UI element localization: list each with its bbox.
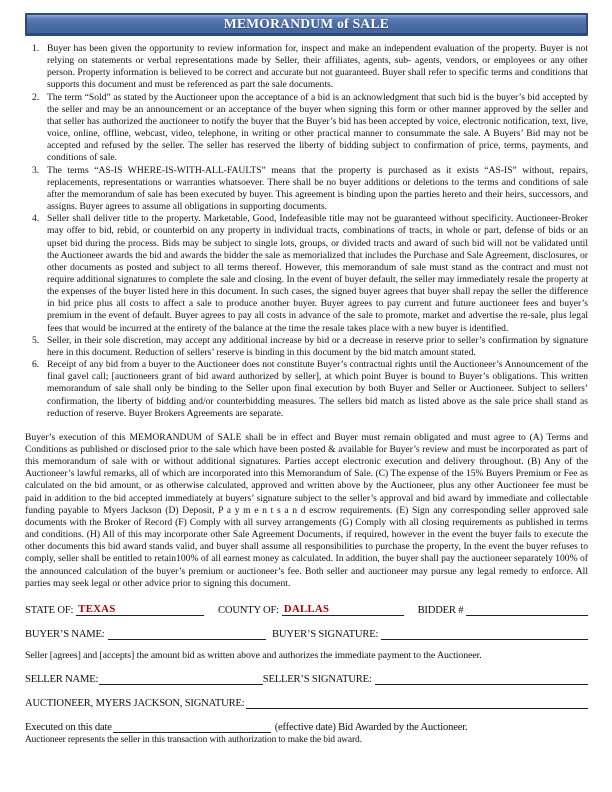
term-text: Receipt of any bid from a buyer to the Auctioneer does not constitute Buyer’s contractual rights until the Auctioneer’s Announcement of the final gavel call; [auctioneers grant of bid award authorized by seller], at which point Buyer is bound to Buyer’s obligations. This written memorandum of sale shall only be binding to the Seller upon final execution by both Buyer and Seller or Auctioneer. Subject to sellers’ confirmation, the liberty of bidding and/or counterbidding measures. The sellers bid match as listed above as the sale price shall stand as reduction of reserve. Buyer Brokers Agreements are separate.: [47, 359, 588, 419]
seller-signature-label: SELLER’S SIGNATURE:: [262, 673, 372, 685]
term-number: 5.: [32, 334, 40, 346]
seller-signature-field[interactable]: [375, 672, 588, 685]
buyer-name-field[interactable]: [108, 627, 267, 640]
title-banner: [25, 13, 588, 36]
executed-date-label: Executed on this date: [25, 721, 112, 733]
executed-date-row: [25, 720, 588, 733]
term-text: The term “Sold” as stated by the Auctioneer upon the acceptance of a bid is an acknowledgment that such bid is the buyer’s bid accepted by the seller and may be an announcement or an acceptance of the buyer when signing this form or other manner approved by the seller and that seller has authorized the auctioneer to notify the buyer that the Buyer’s bid has been accepted by voice, electronic notification, text, live, voice, online, offline, webcast, video, telephone, in writing or other practical manner to consummate the sale. A Buyers’ Bid may not be accepted and refused by the seller. The seller has reserved the liberty of bidding subject to confirmation of price, terms, payments, and conditions of sale.: [47, 91, 588, 164]
state-of-label: STATE OF:: [25, 604, 74, 616]
term-item-3: [25, 165, 588, 214]
term-number: 3.: [32, 164, 40, 176]
seller-row: [25, 672, 588, 685]
county-of-label: COUNTY OF:: [218, 604, 279, 616]
seller-name-label: SELLER NAME:: [25, 673, 99, 685]
buyer-name-label: BUYER’S NAME:: [25, 628, 105, 640]
term-item-6: [25, 359, 588, 420]
terms-list: [25, 43, 588, 420]
term-item-5: [25, 335, 588, 359]
buyer-row: [25, 627, 588, 640]
term-number: 4.: [32, 213, 40, 225]
seller-acknowledgment: Seller [agrees] and [accepts] the amount bid as written above and authorizes the immediate payment to the Auctioneer.: [25, 649, 482, 661]
seller-name-field[interactable]: [99, 672, 263, 685]
state-value: TEXAS: [78, 603, 116, 615]
buyer-signature-field[interactable]: [381, 627, 588, 640]
signature-block: [25, 603, 588, 745]
effective-date-note: (effective date) Bid Awarded by the Auctioneer.: [274, 721, 468, 733]
county-field[interactable]: [282, 603, 404, 616]
term-text: Buyer has been given the opportunity to review information for, inspect and make an independent evaluation of the property. Buyer is not relying on statements or verbal representations made by Seller, their affiliates, agents, sub- agents, vendors, or employees or any other person. Property information is believed to be correct and accurate but not guaranteed. Buyer shall refer to specific terms and conditions that supports this document and must be referenced as part the sale documents.: [47, 43, 588, 91]
term-number: 1.: [32, 43, 40, 54]
county-value: DALLAS: [283, 603, 330, 615]
term-item-4: [25, 213, 588, 335]
term-text: Seller, in their sole discretion, may accept any additional increase by bid or a decrease in reserve prior to seller’s confirmation by signature here in this document. Reduction of sellers’ reserve is binding in this document by the bid match amount stated.: [47, 334, 588, 358]
term-text: The terms “AS-IS WHERE-IS-WITH-ALL-FAULTS” means that the property is purchased as it exists “AS-IS” without, repairs, replacements, representations or warranties whatsoever. There shall be no buyer additions or deletions to the terms and conditions of sale after the memorandum of sale has been executed by buyer. This agreement is binding upon the parties hereto and their heirs, successors, and assigns. Buyer agrees to assume all obligations in supporting documents.: [47, 164, 588, 213]
term-number: 6.: [32, 359, 40, 371]
term-item-1: [25, 43, 588, 92]
state-field[interactable]: [76, 603, 204, 616]
auctioneer-representation-note: Auctioneer represents the seller in this transaction with authorization to make the bid award.: [25, 734, 362, 745]
state-county-bidder-row: [25, 603, 588, 616]
bidder-number-field[interactable]: [466, 603, 588, 616]
auctioneer-signature-field[interactable]: [246, 696, 589, 709]
auctioneer-signature-label: AUCTIONEER, MYERS JACKSON, SIGNATURE:: [25, 697, 245, 709]
buyer-signature-label: BUYER’S SIGNATURE:: [272, 628, 379, 640]
page-title: MEMORANDUM of SALE: [223, 16, 390, 31]
bidder-number-label: BIDDER #: [417, 604, 464, 616]
term-item-2: [25, 92, 588, 165]
auctioneer-row: [25, 696, 588, 709]
executed-date-field[interactable]: [113, 720, 271, 733]
execution-paragraph: Buyer’s execution of this MEMORANDUM of SALE shall be in effect and Buyer must remain obligated and must agree to (A) Terms and Conditions as published or disclosed prior to the sale which have been posted & available for Buyer’s review and must be incorporated as part of this memorandum of sale with or without additional signatures. Parties accept electronic execution and delivery throughout. (B) Any of the Auctioneer’s lawful remarks, all of which are incorporated into this Memorandum of Sale. (C) The expense of the 15% Buyers Premium or Fee as calculated on the bid amount, or as otherwise calculated, approved and written above by the Auctioneer, plus any other Auctioneer fee must be paid in addition to the bid accepted immediately at buyers’ signature subject to the seller’s approval and bid award by immediate and collectable funding payable to Myers Jackson (D) Deposit, P a y m e n t s a n d escrow requirements. (E) Sign any corresponding seller approved sale documents with the Broker of Record (F) Comply with all survey arrangements (G) Comply with all closing requirements as published in terms and conditions. (H) All of this may incorporate other Sale Agreement Documents, if required, however in the event the buyer fails to execute the other documents this bid award stands valid, and buyer shall assume all responsibilities to purchase the property, In the event the buyer refuses to comply, seller shall be entitled to retain100% of all earnest money as calculated. In addition, the buyer shall pay the auctioneer separately 100% of the announced calculation of the buyer’s premium or auctioneer’s fee. Both seller and auctioneer may pursue any legal remedy to enforce. All parties may seek legal or other advice prior to signing this document.: [25, 431, 588, 589]
term-number: 2.: [32, 91, 40, 103]
term-text: Seller shall deliver title to the property. Marketable, Good, Indefeasible title may not be guaranteed without specificity. Auctioneer-Broker may offer to bid, rebid, or counterbid on any property in individual tracts, combinations of tracts, in whole or part, defense of bids or an upset bid during the process. Bids may be subject to single lots, groups, or divided tracts and award of such bid will not be validated until the Auctioneer awards the bid and awards the bidder the sale as memorialized that includes the Purchase and Sale Agreement, disclosures, or other documents as posted and subject to all terms thereof. However, this memorandum of sale must stand as the contract and must not require additional signatures to complete the sale and closing. In the event of buyer default, the seller may immediately resale the property at the expenses of the buyer listed here in this document. In such cases, the signed buyer agrees that buyer shall repay the seller the difference in bid price plus all costs to affect a sale to produce another buyer. Buyer agrees to pay current and future auctioneer fees and buyer’s premium in the event of default. Buyer agrees to pay all costs in advance of the sale to promote, market and advertise the re-sale, plus legal fees that would be incurred at the entirety of the balance at the time the resale takes place with a new buyer is identified.: [47, 213, 588, 334]
